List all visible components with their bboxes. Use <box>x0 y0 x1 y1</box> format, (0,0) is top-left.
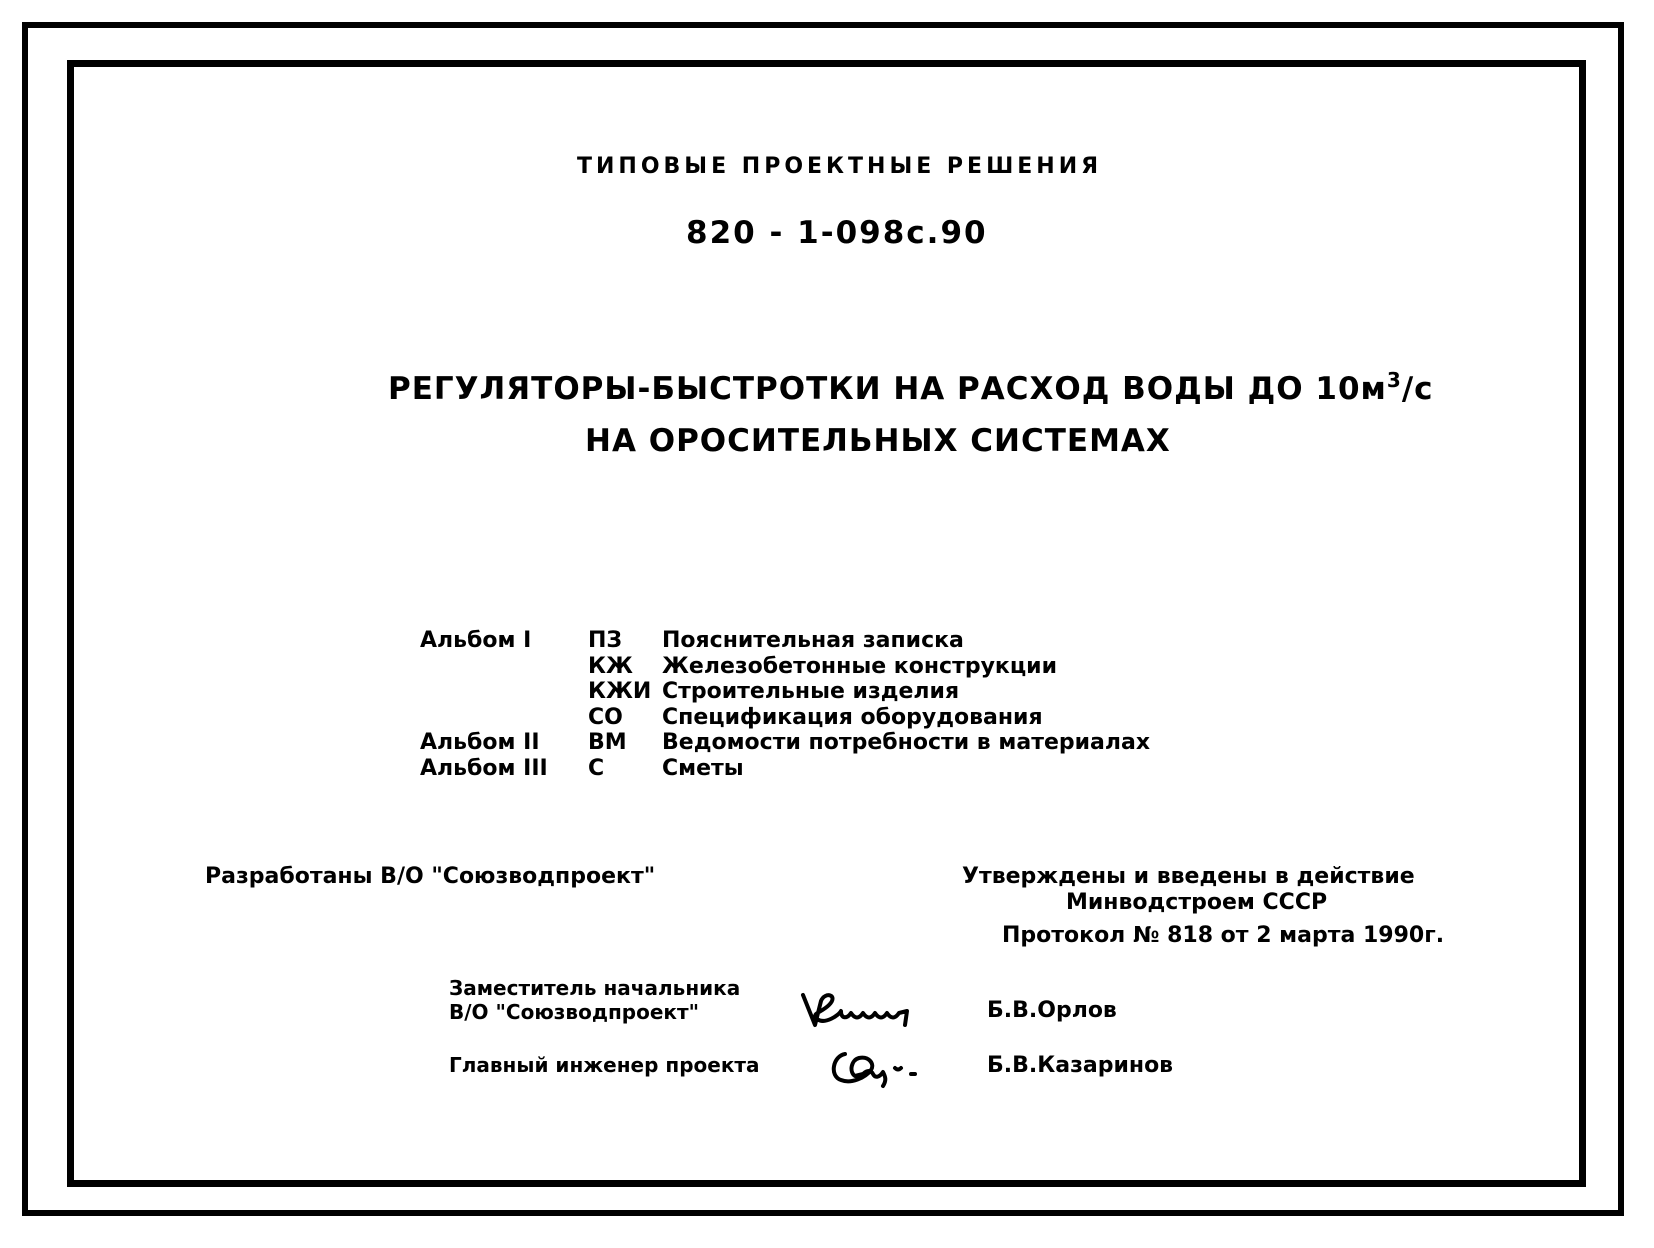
approval-line-2: Минводстроем СССР <box>1066 890 1328 915</box>
album-row <box>420 730 1150 756</box>
deputy-name: Б.В.Орлов <box>987 998 1117 1023</box>
approval-protocol: Протокол № 818 от 2 марта 1990г. <box>1002 923 1445 948</box>
album-description: Ведомости потребности в материалах <box>662 730 1151 756</box>
album-code: КЖИ <box>588 679 652 705</box>
album-code: С <box>588 755 605 781</box>
album-row <box>420 679 1150 705</box>
album-row <box>420 756 1150 782</box>
deputy-title-line-1: Заместитель начальника <box>449 976 741 1000</box>
album-code: КЖ <box>588 653 633 679</box>
album-label: Альбом III <box>420 755 548 781</box>
album-code: ПЗ <box>588 628 623 654</box>
album-row <box>420 705 1150 731</box>
album-description: Сметы <box>662 755 744 781</box>
chief-engineer-title: Главный инженер проекта <box>449 1053 760 1077</box>
album-label: Альбом I <box>420 628 532 654</box>
deputy-signature <box>795 985 935 1035</box>
album-description: Пояснительная записка <box>662 628 964 654</box>
chief-engineer-signature <box>825 1040 945 1092</box>
title-unit-tail: /с <box>1401 371 1434 407</box>
album-row <box>420 654 1150 680</box>
album-code: СО <box>588 704 623 730</box>
album-description: Спецификация оборудования <box>662 704 1043 730</box>
title-unit-superscript: 3 <box>1386 368 1402 392</box>
title-line-1 <box>388 370 1434 405</box>
title-line-2: НА ОРОСИТЕЛЬНЫХ СИСТЕМАХ <box>585 423 1171 459</box>
album-list <box>420 628 1150 781</box>
series-heading: ТИПОВЫЕ ПРОЕКТНЫЕ РЕШЕНИЯ <box>577 154 1103 179</box>
chief-engineer-name: Б.В.Казаринов <box>987 1053 1174 1078</box>
album-description: Железобетонные конструкции <box>662 653 1058 679</box>
developed-by: Разработаны В/О "Союзводпроект" <box>205 864 656 889</box>
album-label: Альбом II <box>420 730 540 756</box>
album-code: ВМ <box>588 730 627 756</box>
document-code: 820 - 1-098с.90 <box>686 215 988 251</box>
album-row <box>420 628 1150 654</box>
approval-line-1: Утверждены и введены в действие <box>962 864 1415 889</box>
deputy-title-line-2: В/О "Союзводпроект" <box>449 1000 699 1024</box>
title-line-1-text: РЕГУЛЯТОРЫ-БЫСТРОТКИ НА РАСХОД ВОДЫ ДО 10м <box>388 371 1387 407</box>
album-description: Строительные изделия <box>662 679 960 705</box>
